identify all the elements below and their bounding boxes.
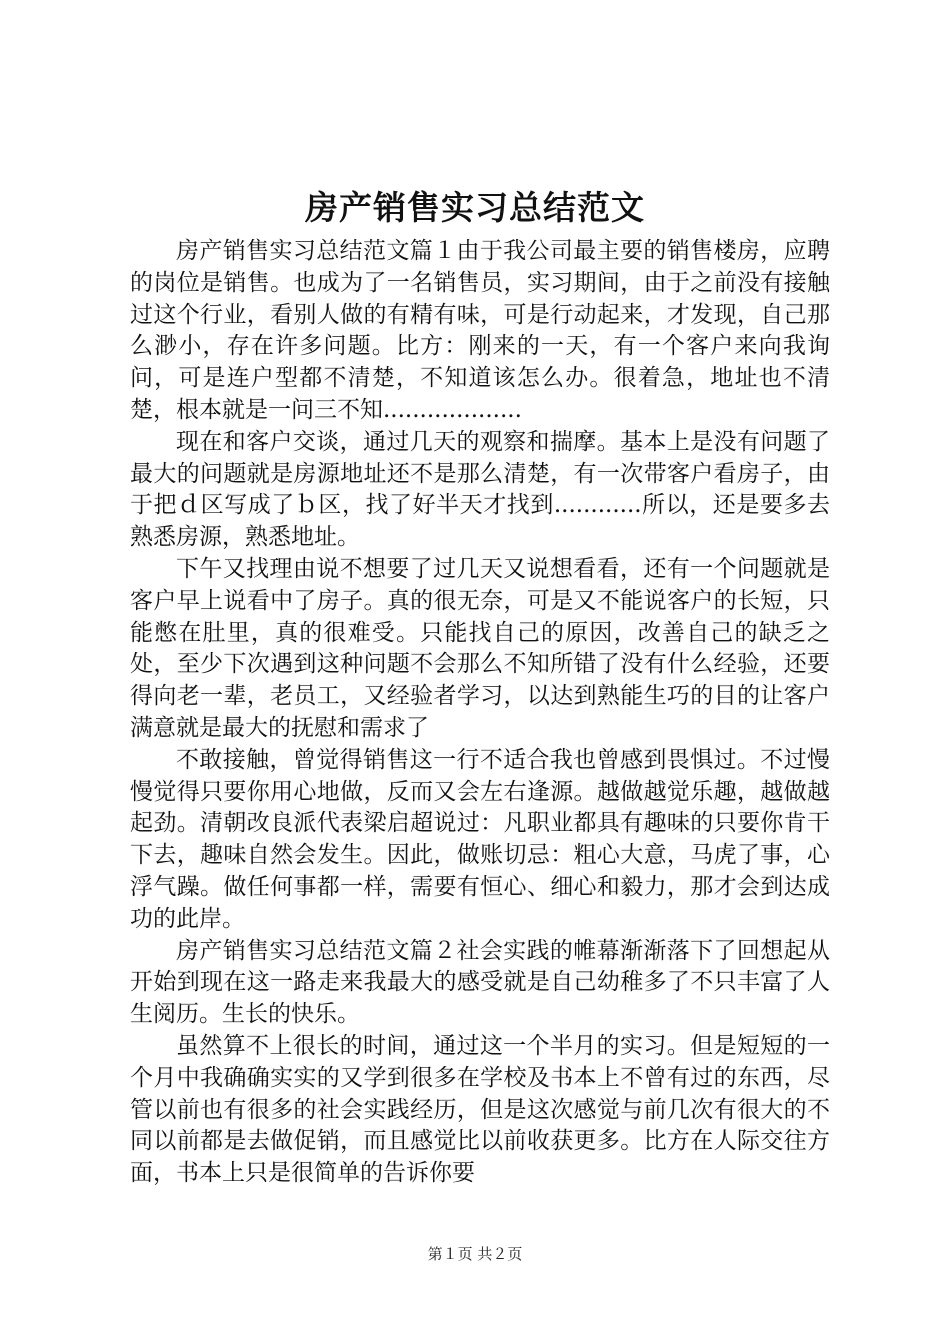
paragraph-6: 虽然算不上很长的时间，通过这一个半月的实习。但是短短的一个月中我确确实实的又学到很多在学校及书本上不曾有过的东西，尽管以前也有很多的社会实践经历，但是这次感觉与前几次有很大的不同以前都是去做促销，而且感觉比以前收获更多。比方在人际交往方面，书本上只是很简单的告诉你要 (130, 1032, 830, 1187)
paragraph-1: 房产销售实习总结范文篇１由于我公司最主要的销售楼房，应聘的岗位是销售。也成为了一名销售员，实习期间，由于之前没有接触过这个行业，看别人做的有精有味，可是行动起来，才发现，自己那么渺小，存在许多问题。比方：刚来的一天，有一个客户来向我询问，可是连户型都不清楚，不知道该怎么办。很着急，地址也不清楚，根本就是一问三不知................... (130, 238, 830, 423)
document-body (130, 236, 830, 1190)
document-title: 房产销售实习总结范文 (305, 188, 645, 227)
paragraph-4: 不敢接触，曾觉得销售这一行不适合我也曾感到畏惧过。不过慢慢觉得只要你用心地做，反而又会左右逢源。越做越觉乐趣，越做越起劲。清朝改良派代表梁启超说过：凡职业都具有趣味的只要你肯干下去，趣味自然会发生。因此，做账切忌：粗心大意，马虎了事，心浮气躁。做任何事都一样，需要有恒心、细心和毅力，那才会到达成功的此岸。 (130, 746, 830, 932)
paragraph-5: 房产销售实习总结范文篇２社会实践的帷幕渐渐落下了回想起从开始到现在这一路走来我最大的感受就是自己幼稚多了不只丰富了人生阅历。生长的快乐。 (130, 937, 830, 1028)
page-footer: 第１页 共２页 (427, 1245, 523, 1263)
paragraph-3: 下午又找理由说不想要了过几天又说想看看，还有一个问题就是客户早上说看中了房子。真的很无奈，可是又不能说客户的长短，只能憋在肚里，真的很难受。只能找自己的原因，改善自己的缺乏之处，至少下次遇到这种问题不会那么不知所错了没有什么经验，还要得向老一辈，老员工，又经验者学习，以达到熟能生巧的目的让客户满意就是最大的抚慰和需求了 (130, 555, 830, 741)
paragraph-2: 现在和客户交谈，通过几天的观察和揣摩。基本上是没有问题了最大的问题就是房源地址还不是那么清楚，有一次带客户看房子，由于把ｄ区写成了ｂ区，找了好半天才找到............所以，还是要多去熟悉房源，熟悉地址。 (130, 428, 830, 551)
